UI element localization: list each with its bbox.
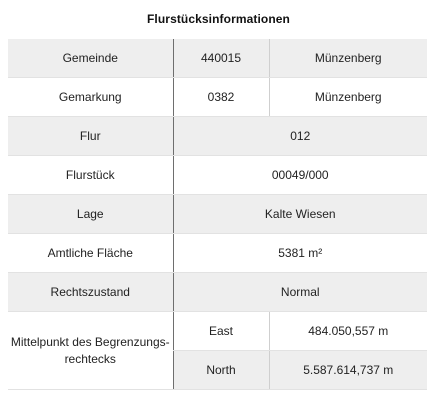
gemarkung-label: Gemarkung (8, 78, 173, 117)
row-flur (8, 117, 427, 156)
flur-value: 012 (173, 117, 427, 156)
flaeche-value: 5381 m² (173, 234, 427, 273)
north-label: North (173, 351, 269, 390)
row-amtliche-flaeche (8, 234, 427, 273)
mittelpunkt-label: Mittelpunkt des Begrenzungs-rechtecks (8, 312, 173, 390)
gemeinde-name: Münzenberg (269, 39, 427, 78)
gemeinde-code: 440015 (173, 39, 269, 78)
row-rechtszustand (8, 273, 427, 312)
gemarkung-name: Münzenberg (269, 78, 427, 117)
east-value: 484.050,557 m (269, 312, 427, 351)
flurstueck-value: 00049/000 (173, 156, 427, 195)
east-label: East (173, 312, 269, 351)
panel-title: Flurstücksinformationen (147, 12, 290, 26)
flurstueck-label: Flurstück (8, 156, 173, 195)
lage-value: Kalte Wiesen (173, 195, 427, 234)
parcel-info-table (8, 39, 427, 390)
row-mittelpunkt-east (8, 312, 427, 351)
gemeinde-label: Gemeinde (8, 39, 173, 78)
row-flurstueck (8, 156, 427, 195)
row-lage (8, 195, 427, 234)
rechtszustand-value: Normal (173, 273, 427, 312)
north-value: 5.587.614,737 m (269, 351, 427, 390)
gemarkung-code: 0382 (173, 78, 269, 117)
rechtszustand-label: Rechtszustand (8, 273, 173, 312)
row-gemarkung (8, 78, 427, 117)
flur-label: Flur (8, 117, 173, 156)
lage-label: Lage (8, 195, 173, 234)
row-gemeinde (8, 39, 427, 78)
flaeche-label: Amtliche Fläche (8, 234, 173, 273)
